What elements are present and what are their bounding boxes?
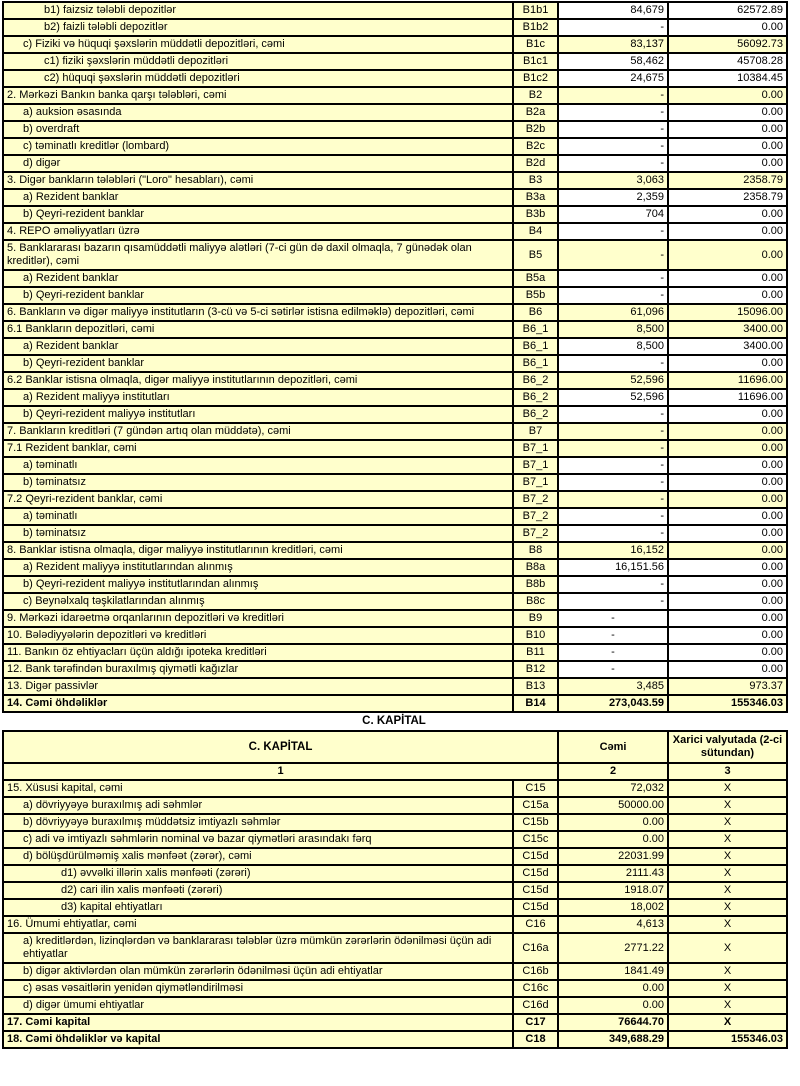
row-code-cell[interactable]: B7_1 <box>513 440 558 457</box>
value-total-cell[interactable]: 273,043.59 <box>558 695 668 712</box>
table-row <box>3 899 787 916</box>
table-row <box>3 678 787 695</box>
row-code-cell[interactable]: C16c <box>513 980 558 997</box>
value-fx-cell[interactable]: 0.00 <box>668 610 787 627</box>
row-label-cell: b) Qeyri-rezident maliyyə institutlarından alınmış <box>3 576 513 593</box>
value-total-cell[interactable]: 24,675 <box>558 70 668 87</box>
row-label-cell: b2) faizli tələbli depozitlər <box>3 19 513 36</box>
value-total-cell[interactable]: - <box>558 661 668 678</box>
value-fx-cell[interactable]: X <box>668 814 787 831</box>
row-code-cell[interactable]: B9 <box>513 610 558 627</box>
row-code-cell[interactable]: B1b1 <box>513 2 558 19</box>
row-code-cell[interactable]: B1c <box>513 36 558 53</box>
value-fx-cell[interactable]: 10384.45 <box>668 70 787 87</box>
row-label-cell: a) Rezident maliyyə institutları <box>3 389 513 406</box>
row-label-cell: 14. Cəmi öhdəliklər <box>3 695 513 712</box>
value-fx-cell[interactable]: X <box>668 963 787 980</box>
row-code-cell[interactable]: B5a <box>513 270 558 287</box>
table-row <box>3 963 787 980</box>
row-label-cell: 8. Banklar istisna olmaqla, digər maliyyə institutlarının kreditləri, cəmi <box>3 542 513 559</box>
value-fx-cell[interactable]: 56092.73 <box>668 36 787 53</box>
table-row <box>3 831 787 848</box>
value-total-cell[interactable]: - <box>558 355 668 372</box>
capital-header-fx: Xarici valyutada (2-ci sütundan) <box>668 731 787 763</box>
capital-column-number-row <box>3 763 787 780</box>
row-code-cell[interactable]: B11 <box>513 644 558 661</box>
value-fx-cell[interactable]: 0.00 <box>668 440 787 457</box>
value-fx-cell[interactable]: 0.00 <box>668 406 787 423</box>
table-row <box>3 53 787 70</box>
row-code-cell[interactable]: B4 <box>513 223 558 240</box>
row-label-cell: a) Rezident banklar <box>3 270 513 287</box>
value-fx-cell[interactable]: X <box>668 865 787 882</box>
row-code-cell[interactable]: C15c <box>513 831 558 848</box>
value-fx-cell[interactable]: 0.00 <box>668 19 787 36</box>
value-fx-cell[interactable]: 0.00 <box>668 559 787 576</box>
row-code-cell[interactable]: B6_2 <box>513 406 558 423</box>
row-label-cell: d) digər ümumi ehtiyatlar <box>3 997 513 1014</box>
value-fx-cell[interactable]: 0.00 <box>668 87 787 104</box>
value-fx-cell[interactable]: 11696.00 <box>668 372 787 389</box>
value-total-cell[interactable]: 50000.00 <box>558 797 668 814</box>
value-fx-cell[interactable]: X <box>668 899 787 916</box>
row-code-cell[interactable]: C15d <box>513 848 558 865</box>
value-fx-cell[interactable]: 0.00 <box>668 155 787 172</box>
table-row <box>3 933 787 963</box>
value-total-cell[interactable]: 3,063 <box>558 172 668 189</box>
value-total-cell[interactable]: - <box>558 270 668 287</box>
table-row <box>3 627 787 644</box>
table-row <box>3 474 787 491</box>
row-label-cell: 16. Ümumi ehtiyatlar, cəmi <box>3 916 513 933</box>
value-total-cell[interactable]: 83,137 <box>558 36 668 53</box>
row-label-cell: c1) fiziki şəxslərin müddətli depozitləri <box>3 53 513 70</box>
value-total-cell[interactable]: 2,359 <box>558 189 668 206</box>
value-fx-cell[interactable]: 155346.03 <box>668 1031 787 1048</box>
row-code-cell[interactable]: B5 <box>513 240 558 270</box>
row-label-cell: 18. Cəmi öhdəliklər və kapital <box>3 1031 513 1048</box>
row-code-cell[interactable]: B6_1 <box>513 321 558 338</box>
value-total-cell[interactable]: - <box>558 87 668 104</box>
row-label-cell: a) təminatlı <box>3 508 513 525</box>
value-total-cell[interactable]: - <box>558 525 668 542</box>
row-code-cell[interactable]: B8c <box>513 593 558 610</box>
value-total-cell[interactable]: - <box>558 138 668 155</box>
row-code-cell[interactable]: B3b <box>513 206 558 223</box>
row-code-cell[interactable]: B7_2 <box>513 491 558 508</box>
value-fx-cell[interactable]: X <box>668 882 787 899</box>
table-row <box>3 491 787 508</box>
value-total-cell[interactable]: 0.00 <box>558 980 668 997</box>
column-number-2: 2 <box>558 763 668 780</box>
value-total-cell[interactable]: 1918.07 <box>558 882 668 899</box>
value-total-cell[interactable]: 84,679 <box>558 2 668 19</box>
value-total-cell[interactable]: - <box>558 104 668 121</box>
value-total-cell[interactable]: - <box>558 287 668 304</box>
row-label-cell: c) təminatlı kreditlər (lombard) <box>3 138 513 155</box>
row-code-cell[interactable]: C16b <box>513 963 558 980</box>
table-row <box>3 189 787 206</box>
row-label-cell: 17. Cəmi kapital <box>3 1014 513 1031</box>
row-label-cell: a) Rezident banklar <box>3 338 513 355</box>
row-label-cell: 13. Digər passivlər <box>3 678 513 695</box>
value-fx-cell[interactable]: 0.00 <box>668 627 787 644</box>
value-fx-cell[interactable]: X <box>668 848 787 865</box>
row-code-cell[interactable]: B2c <box>513 138 558 155</box>
value-total-cell[interactable]: 4,613 <box>558 916 668 933</box>
column-number-1: 1 <box>3 763 558 780</box>
row-label-cell: d2) cari ilin xalis mənfəəti (zərəri) <box>3 882 513 899</box>
row-label-cell: b) təminatsız <box>3 525 513 542</box>
row-code-cell[interactable]: B2a <box>513 104 558 121</box>
table-row <box>3 338 787 355</box>
table-row <box>3 87 787 104</box>
table-row <box>3 610 787 627</box>
row-label-cell: 6.1 Bankların depozitləri, cəmi <box>3 321 513 338</box>
row-label-cell: 10. Bələdiyyələrin depozitləri və kreditləri <box>3 627 513 644</box>
row-label-cell: b) dövriyyəyə buraxılmış müddətsiz imtiyazlı səhmlər <box>3 814 513 831</box>
table-row <box>3 980 787 997</box>
row-label-cell: d) bölüşdürülməmiş xalis mənfəət (zərər), cəmi <box>3 848 513 865</box>
value-total-cell[interactable]: 16,152 <box>558 542 668 559</box>
row-label-cell: 4. REPO əməliyyatları üzrə <box>3 223 513 240</box>
capital-header-title: C. KAPİTAL <box>3 731 558 763</box>
value-total-cell[interactable]: 0.00 <box>558 814 668 831</box>
table-row <box>3 372 787 389</box>
value-total-cell[interactable]: 704 <box>558 206 668 223</box>
value-total-cell[interactable]: 16,151.56 <box>558 559 668 576</box>
table-row <box>3 865 787 882</box>
table-row <box>3 559 787 576</box>
value-total-cell[interactable]: 76644.70 <box>558 1014 668 1031</box>
table-row <box>3 576 787 593</box>
row-label-cell: b) təminatsız <box>3 474 513 491</box>
table-row <box>3 270 787 287</box>
row-label-cell: a) Rezident banklar <box>3 189 513 206</box>
value-fx-cell[interactable]: X <box>668 780 787 797</box>
row-code-cell[interactable]: B2d <box>513 155 558 172</box>
row-label-cell: 7.1 Rezident banklar, cəmi <box>3 440 513 457</box>
value-total-cell[interactable]: - <box>558 593 668 610</box>
value-total-cell[interactable]: - <box>558 406 668 423</box>
row-code-cell[interactable]: B6_2 <box>513 372 558 389</box>
row-label-cell: d1) əvvəlki illərin xalis mənfəəti (zərəri) <box>3 865 513 882</box>
row-code-cell[interactable]: C15a <box>513 797 558 814</box>
row-code-cell[interactable]: B7_1 <box>513 457 558 474</box>
table-row <box>3 287 787 304</box>
value-fx-cell[interactable]: 0.00 <box>668 661 787 678</box>
value-total-cell[interactable]: - <box>558 423 668 440</box>
row-code-cell[interactable]: B13 <box>513 678 558 695</box>
value-total-cell[interactable]: - <box>558 491 668 508</box>
value-total-cell[interactable]: 18,002 <box>558 899 668 916</box>
table-row <box>3 240 787 270</box>
value-fx-cell[interactable]: 0.00 <box>668 240 787 270</box>
value-fx-cell[interactable]: 11696.00 <box>668 389 787 406</box>
row-label-cell: a) Rezident maliyyə institutlarından alınmış <box>3 559 513 576</box>
value-total-cell[interactable]: 2111.43 <box>558 865 668 882</box>
table-row <box>3 355 787 372</box>
row-code-cell[interactable]: C17 <box>513 1014 558 1031</box>
row-code-cell[interactable]: C15d <box>513 865 558 882</box>
value-total-cell[interactable]: 72,032 <box>558 780 668 797</box>
row-label-cell: b1) faizsiz tələbli depozitlər <box>3 2 513 19</box>
value-total-cell[interactable]: 61,096 <box>558 304 668 321</box>
value-fx-cell[interactable]: X <box>668 997 787 1014</box>
table-row <box>3 406 787 423</box>
row-code-cell[interactable]: B1c2 <box>513 70 558 87</box>
value-total-cell[interactable]: - <box>558 610 668 627</box>
table-row <box>3 644 787 661</box>
value-total-cell[interactable]: - <box>558 121 668 138</box>
value-total-cell[interactable]: - <box>558 508 668 525</box>
row-label-cell: 6.2 Banklar istisna olmaqla, digər maliyyə institutlarının depozitləri, cəmi <box>3 372 513 389</box>
row-label-cell: b) Qeyri-rezident maliyyə institutları <box>3 406 513 423</box>
table-row <box>3 223 787 240</box>
column-number-3: 3 <box>668 763 787 780</box>
value-total-cell[interactable]: 52,596 <box>558 372 668 389</box>
table-row <box>3 848 787 865</box>
value-fx-cell[interactable]: 3400.00 <box>668 321 787 338</box>
row-label-cell: 15. Xüsusi kapital, cəmi <box>3 780 513 797</box>
value-fx-cell[interactable]: 0.00 <box>668 644 787 661</box>
value-total-cell[interactable]: 8,500 <box>558 338 668 355</box>
table-row <box>3 542 787 559</box>
row-code-cell[interactable]: B3 <box>513 172 558 189</box>
row-label-cell: b) digər aktivlərdən olan mümkün zərərlərin ödənilməsi üçün adi ehtiyatlar <box>3 963 513 980</box>
table-row <box>3 70 787 87</box>
row-label-cell: 2. Mərkəzi Bankın banka qarşı tələbləri, cəmi <box>3 87 513 104</box>
row-label-cell: c) Beynəlxalq təşkilatlarından alınmış <box>3 593 513 610</box>
capital-section-title: C. KAPİTAL <box>362 715 426 727</box>
value-fx-cell[interactable]: 0.00 <box>668 423 787 440</box>
value-fx-cell[interactable]: 0.00 <box>668 355 787 372</box>
table-row <box>3 695 787 712</box>
row-code-cell[interactable]: B1b2 <box>513 19 558 36</box>
value-total-cell[interactable]: 1841.49 <box>558 963 668 980</box>
row-code-cell[interactable]: C18 <box>513 1031 558 1048</box>
table-row <box>3 104 787 121</box>
value-total-cell[interactable]: - <box>558 576 668 593</box>
row-label-cell: a) təminatlı <box>3 457 513 474</box>
value-fx-cell[interactable]: X <box>668 933 787 963</box>
row-label-cell: 11. Bankın öz ehtiyacları üçün aldığı ipoteka kreditləri <box>3 644 513 661</box>
table-row <box>3 508 787 525</box>
row-code-cell[interactable]: C16 <box>513 916 558 933</box>
table-row <box>3 304 787 321</box>
row-code-cell[interactable]: B2b <box>513 121 558 138</box>
table-row <box>3 1031 787 1048</box>
row-label-cell: c) əsas vəsaitlərin yenidən qiymətləndirilməsi <box>3 980 513 997</box>
row-code-cell[interactable]: B3a <box>513 189 558 206</box>
table-row <box>3 121 787 138</box>
table-row <box>3 36 787 53</box>
value-fx-cell[interactable]: 2358.79 <box>668 189 787 206</box>
table-row <box>3 797 787 814</box>
capital-header-row <box>3 731 787 763</box>
row-code-cell[interactable]: B6_2 <box>513 389 558 406</box>
value-fx-cell[interactable]: X <box>668 797 787 814</box>
table-row <box>3 457 787 474</box>
table-row <box>3 206 787 223</box>
table-row <box>3 916 787 933</box>
row-code-cell[interactable]: B1c1 <box>513 53 558 70</box>
row-code-cell[interactable]: B2 <box>513 87 558 104</box>
table-row <box>3 1014 787 1031</box>
row-code-cell[interactable]: B12 <box>513 661 558 678</box>
row-code-cell[interactable]: B7_2 <box>513 508 558 525</box>
table-row <box>3 172 787 189</box>
value-fx-cell[interactable]: 0.00 <box>668 138 787 155</box>
liabilities-table <box>2 1 788 713</box>
value-fx-cell[interactable]: 15096.00 <box>668 304 787 321</box>
row-label-cell: 12. Bank tərəfindən buraxılmış qiymətli kağızlar <box>3 661 513 678</box>
value-fx-cell[interactable]: 0.00 <box>668 593 787 610</box>
value-fx-cell[interactable]: 973.37 <box>668 678 787 695</box>
value-fx-cell[interactable]: 0.00 <box>668 576 787 593</box>
row-code-cell[interactable]: C16a <box>513 933 558 963</box>
row-label-cell: 7.2 Qeyri-rezident banklar, cəmi <box>3 491 513 508</box>
value-total-cell[interactable]: 8,500 <box>558 321 668 338</box>
value-fx-cell[interactable]: X <box>668 980 787 997</box>
table-row <box>3 155 787 172</box>
row-label-cell: a) dövriyyəyə buraxılmış adi səhmlər <box>3 797 513 814</box>
row-code-cell[interactable]: C15d <box>513 899 558 916</box>
value-total-cell[interactable]: 0.00 <box>558 997 668 1014</box>
row-label-cell: 5. Banklararası bazarın qısamüddətli maliyyə alətləri (7-ci gün də daxil olmaqla, 7 günədək olan kreditlər), cəmi <box>3 240 513 270</box>
value-total-cell[interactable]: - <box>558 644 668 661</box>
row-code-cell[interactable]: C16d <box>513 997 558 1014</box>
table-row <box>3 389 787 406</box>
table-row <box>3 2 787 19</box>
value-total-cell[interactable]: - <box>558 19 668 36</box>
row-label-cell: a) kreditlərdən, lizinqlərdən və banklararası tələblər üzrə mümkün zərərlərin ödənilməsi üçün adi ehtiyatlar <box>3 933 513 963</box>
value-total-cell[interactable]: 2771.22 <box>558 933 668 963</box>
row-code-cell[interactable]: B7 <box>513 423 558 440</box>
row-label-cell: c2) hüquqi şəxslərin müddətli depozitləri <box>3 70 513 87</box>
table-row <box>3 997 787 1014</box>
row-label-cell: b) overdraft <box>3 121 513 138</box>
value-total-cell[interactable]: - <box>558 474 668 491</box>
row-code-cell[interactable]: B6 <box>513 304 558 321</box>
value-total-cell[interactable]: 22031.99 <box>558 848 668 865</box>
row-label-cell: d) digər <box>3 155 513 172</box>
value-fx-cell[interactable]: 0.00 <box>668 474 787 491</box>
row-code-cell[interactable]: C15b <box>513 814 558 831</box>
row-code-cell[interactable]: B5b <box>513 287 558 304</box>
row-code-cell[interactable]: B10 <box>513 627 558 644</box>
row-label-cell: 9. Mərkəzi idarəetmə orqanlarının depozitləri və kreditləri <box>3 610 513 627</box>
value-fx-cell[interactable]: 0.00 <box>668 457 787 474</box>
row-code-cell[interactable]: B14 <box>513 695 558 712</box>
row-code-cell[interactable]: B8b <box>513 576 558 593</box>
table-row <box>3 780 787 797</box>
value-fx-cell[interactable]: 45708.28 <box>668 53 787 70</box>
table-row <box>3 593 787 610</box>
row-label-cell: d3) kapital ehtiyatları <box>3 899 513 916</box>
table-row <box>3 525 787 542</box>
value-fx-cell[interactable]: 0.00 <box>668 491 787 508</box>
table-row <box>3 661 787 678</box>
value-total-cell[interactable]: - <box>558 457 668 474</box>
value-total-cell[interactable]: - <box>558 155 668 172</box>
row-label-cell: c) adi və imtiyazlı səhmlərin nominal və bazar qiymətləri arasındakı fərq <box>3 831 513 848</box>
row-label-cell: b) Qeyri-rezident banklar <box>3 287 513 304</box>
table-row <box>3 440 787 457</box>
value-fx-cell[interactable]: 0.00 <box>668 270 787 287</box>
table-row <box>3 138 787 155</box>
row-code-cell[interactable]: B6_1 <box>513 338 558 355</box>
row-label-cell: 6. Bankların və digər maliyyə institutların (3-cü və 5-ci sətirlər istisna edilməklə) depozitləri, cəmi <box>3 304 513 321</box>
value-fx-cell[interactable]: 155346.03 <box>668 695 787 712</box>
value-total-cell[interactable]: - <box>558 240 668 270</box>
table-row <box>3 423 787 440</box>
table-row <box>3 882 787 899</box>
row-label-cell: a) auksion əsasında <box>3 104 513 121</box>
capital-table <box>2 730 788 1049</box>
row-label-cell: c) Fiziki və hüquqi şəxslərin müddətli depozitləri, cəmi <box>3 36 513 53</box>
value-total-cell[interactable]: 0.00 <box>558 831 668 848</box>
row-code-cell[interactable]: C15 <box>513 780 558 797</box>
row-code-cell[interactable]: B8a <box>513 559 558 576</box>
value-total-cell[interactable]: 58,462 <box>558 53 668 70</box>
value-fx-cell[interactable]: 0.00 <box>668 525 787 542</box>
value-total-cell[interactable]: 349,688.29 <box>558 1031 668 1048</box>
value-fx-cell[interactable]: X <box>668 1014 787 1031</box>
value-total-cell[interactable]: - <box>558 627 668 644</box>
row-label-cell: 3. Digər bankların tələbləri ("Loro" hesabları), cəmi <box>3 172 513 189</box>
value-fx-cell[interactable]: 0.00 <box>668 104 787 121</box>
value-fx-cell[interactable]: 0.00 <box>668 542 787 559</box>
value-total-cell[interactable]: - <box>558 440 668 457</box>
value-fx-cell[interactable]: 0.00 <box>668 121 787 138</box>
value-fx-cell[interactable]: 0.00 <box>668 508 787 525</box>
row-code-cell[interactable]: C15d <box>513 882 558 899</box>
row-label-cell: b) Qeyri-rezident banklar <box>3 206 513 223</box>
value-total-cell[interactable]: 52,596 <box>558 389 668 406</box>
row-code-cell[interactable]: B7_1 <box>513 474 558 491</box>
value-total-cell[interactable]: - <box>558 223 668 240</box>
table-row <box>3 321 787 338</box>
value-fx-cell[interactable]: 0.00 <box>668 223 787 240</box>
value-fx-cell[interactable]: 62572.89 <box>668 2 787 19</box>
capital-header-total: Cəmi <box>558 731 668 763</box>
value-fx-cell[interactable]: X <box>668 916 787 933</box>
value-fx-cell[interactable]: 0.00 <box>668 206 787 223</box>
row-code-cell[interactable]: B6_1 <box>513 355 558 372</box>
row-code-cell[interactable]: B8 <box>513 542 558 559</box>
row-label-cell: b) Qeyri-rezident banklar <box>3 355 513 372</box>
table-row <box>3 814 787 831</box>
row-code-cell[interactable]: B7_2 <box>513 525 558 542</box>
value-fx-cell[interactable]: 2358.79 <box>668 172 787 189</box>
value-fx-cell[interactable]: 0.00 <box>668 287 787 304</box>
value-total-cell[interactable]: 3,485 <box>558 678 668 695</box>
value-fx-cell[interactable]: 3400.00 <box>668 338 787 355</box>
table-row <box>3 19 787 36</box>
value-fx-cell[interactable]: X <box>668 831 787 848</box>
row-label-cell: 7. Bankların kreditləri (7 gündən artıq olan müddətə), cəmi <box>3 423 513 440</box>
